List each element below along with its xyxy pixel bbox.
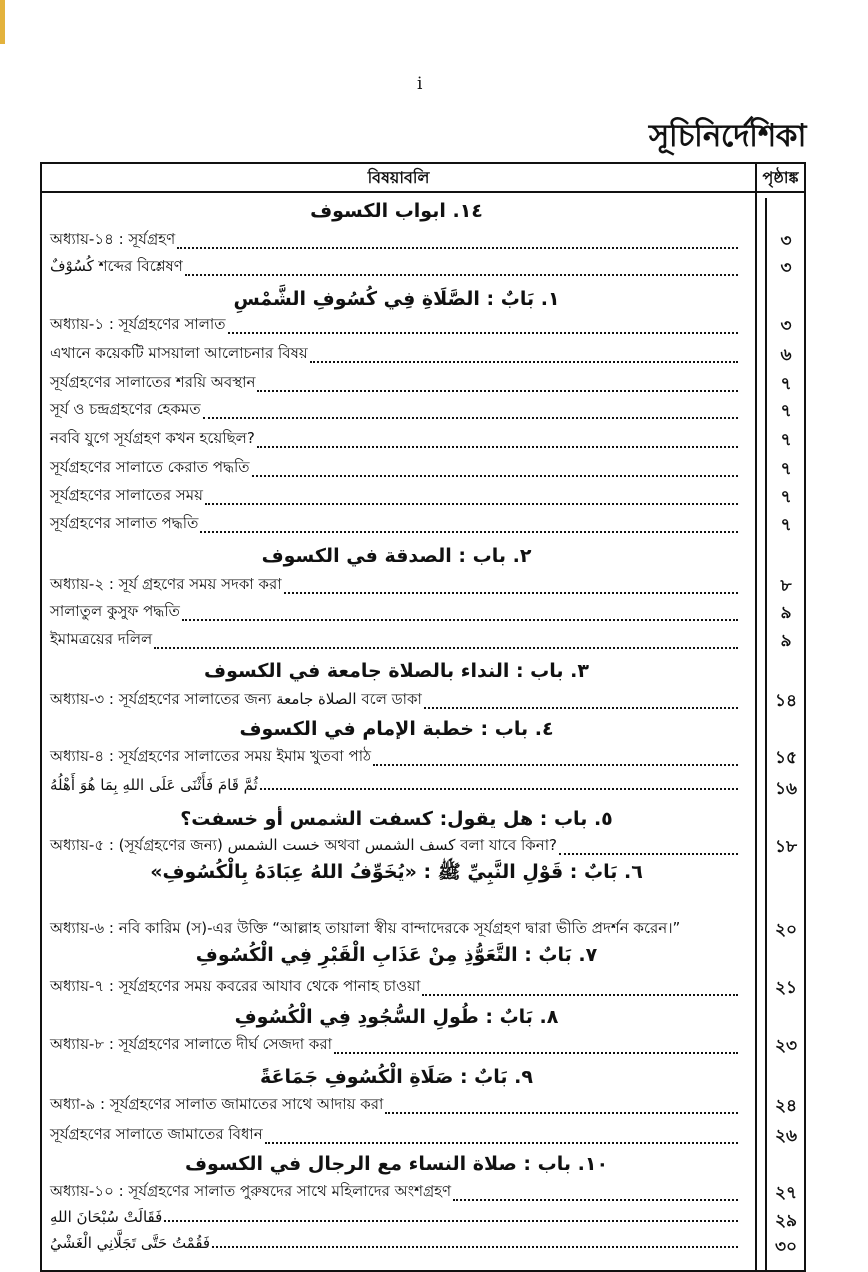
toc-entry-title: নববি যুগে সূর্যগ্রহণ কখন হয়েছিল? <box>50 429 255 447</box>
dot-leader <box>212 1246 738 1248</box>
toc-entry[interactable] <box>50 484 742 509</box>
section-heading: ١. بَابٌ : الصَّلَاةِ فِي كُسُوفِ الشَّمْسِ <box>233 288 560 310</box>
toc-entry-title: সূর্যগ্রহণের সালাতে কেরাত পদ্ধতি <box>50 458 250 476</box>
toc-entry[interactable] <box>50 456 742 481</box>
toc-entry-title: অধ্যায়-৫ : (সূর্যগ্রহণের জন্য) خست الشمس অথবা كسف الشمس বলা যাবে কিনা? <box>50 836 558 854</box>
toc-entry[interactable] <box>50 889 750 941</box>
section-heading: ١٤. ابواب الكسوف <box>310 200 483 222</box>
dot-leader <box>200 531 738 533</box>
toc-entry[interactable] <box>50 427 742 452</box>
page-number-cell: ২৩ <box>774 1036 798 1056</box>
toc-entry[interactable] <box>50 1033 742 1058</box>
page-number-cell: ৬ <box>780 345 792 365</box>
page-number-cell: ৭ <box>780 430 792 450</box>
toc-entry-title: فَقَالَتْ سُبْحَانَ اللهِ <box>50 1208 163 1226</box>
dot-leader <box>252 475 738 477</box>
toc-entry[interactable] <box>50 1180 742 1205</box>
page-number-cell: ২৭ <box>774 1183 798 1203</box>
section-heading: ٥. باب : هل يقول: كسفت الشمس أو خسفت؟ <box>180 808 613 830</box>
column-header-page: পৃষ্ঠাঙ্ক <box>755 164 804 191</box>
toc-entry[interactable] <box>50 745 742 770</box>
toc-entry-title: সূর্যগ্রহণের সালাতে জামাতের বিধান <box>50 1125 263 1143</box>
toc-entry-title: অধ্যায়-৭ : সূর্যগ্রহণের সময় কবরের আযাব থেকে পানাহ চাওয়া <box>50 977 421 995</box>
page-number-cell: ৭ <box>780 459 792 479</box>
dot-leader <box>257 446 738 448</box>
toc-entry-title: অধ্যায়-৬ : নবি কারিম (স)-এর উক্তি “আল্লাহ তায়ালা স্বীয় বান্দাদেরকে সূর্যগ্রহণ দ্বারা ভীতি প্রদর্শন করেন।” <box>50 919 681 937</box>
page-number-cell: ২৯ <box>774 1211 798 1231</box>
toc-entry-title: সূর্য ও চন্দ্রগ্রহণের হেকমত <box>50 400 201 418</box>
page-number-cell: ৭ <box>780 487 792 507</box>
toc-entry-title: অধ্যায়-১০ : সূর্যগ্রহণের সালাত পুরুষদের সাথে মহিলাদের অংশগ্রহণ <box>50 1182 452 1200</box>
page-number-cell: ২৪ <box>774 1096 798 1116</box>
toc-entry[interactable] <box>50 313 742 338</box>
dot-leader <box>260 788 738 790</box>
toc-entry[interactable] <box>50 975 742 1000</box>
section-heading: ٤. باب : خطبة الإمام في الكسوف <box>239 718 554 740</box>
toc-entry-title: অধ্যায়-৪ : সূর্যগ্রহণের সালাতের সময় ইমাম খুতবা পাঠ <box>50 747 372 765</box>
toc-entry[interactable] <box>50 1234 742 1252</box>
toc-entry-title: অধ্যায়-৩ : সূর্যগ্রহণের সালাতের জন্য الصلاة جامعة বলে ডাকা <box>50 690 422 708</box>
dot-leader <box>257 390 738 392</box>
toc-entry-title: অধ্যায়-৮ : সূর্যগ্রহণের সালাতে দীর্ঘ সেজদা করা <box>50 1035 332 1053</box>
toc-entry-title: অধ্যা-৯ : সূর্যগ্রহণের সালাত জামাতের সাথে আদায় করা <box>50 1095 384 1113</box>
page-number-cell: ২৬ <box>774 1126 798 1146</box>
toc-entry[interactable] <box>50 1208 742 1226</box>
page-number-cell: ৯ <box>780 631 792 651</box>
page-number-cell: ৩০ <box>774 1237 798 1257</box>
dot-leader <box>284 592 738 594</box>
toc-entry[interactable] <box>50 342 742 367</box>
dot-leader <box>453 1199 738 1201</box>
dot-leader <box>182 619 738 621</box>
page-number-cell: ৯ <box>780 603 792 623</box>
dot-leader <box>177 247 738 249</box>
page-number-cell: ২১ <box>774 978 798 998</box>
toc-entry-title: এখানে কয়েকটি মাসয়ালা আলোচনার বিষয় <box>50 344 308 362</box>
toc-entry[interactable] <box>50 512 742 537</box>
dot-leader <box>422 994 738 996</box>
dot-leader <box>228 332 739 334</box>
toc-entry-title: ইমামত্রয়ের দলিল <box>50 630 153 648</box>
toc-entry[interactable] <box>50 398 742 423</box>
page-number-cell: ৭ <box>780 374 792 394</box>
toc-entry[interactable] <box>50 573 742 598</box>
toc-entry-title: সূর্যগ্রহণের সালাতের শরয়ি অবস্থান <box>50 373 256 391</box>
page-number-cell: ১৫ <box>774 748 798 768</box>
toc-entry-title: অধ্যায়-২ : সূর্য গ্রহণের সময় সদকা করা <box>50 575 282 593</box>
dot-leader <box>334 1052 738 1054</box>
page-number: i <box>417 74 423 94</box>
page-number-cell: ১৬ <box>774 779 798 799</box>
page-number-cell: ৮ <box>780 576 792 596</box>
dot-leader <box>205 503 738 505</box>
toc-entry[interactable] <box>50 776 742 794</box>
toc-entry[interactable] <box>50 688 742 713</box>
dot-leader <box>424 707 738 709</box>
toc-entry[interactable] <box>50 600 742 625</box>
toc-title: সূচিনির্দেশিকা <box>648 118 806 154</box>
page-number-cell: ২০ <box>774 920 798 940</box>
dot-leader <box>164 1220 738 1222</box>
section-heading: ٧. بَابٌ : التَّعَوُّذِ مِنْ عَذَابِ الْقَبْرِ فِي الْكُسُوفِ <box>195 944 598 966</box>
toc-entry-title: সূর্যগ্রহণের সালাত পদ্ধতি <box>50 514 199 532</box>
dot-leader <box>185 274 738 276</box>
page-number-cell: ১৮ <box>774 837 798 857</box>
page-number-cell: ৭ <box>780 401 792 421</box>
toc-entry[interactable] <box>50 628 742 653</box>
dot-leader <box>310 361 738 363</box>
page-number-cell: ৩ <box>780 316 792 336</box>
toc-entry-title: فَقُمْتُ حَتَّى تَجَلَّانِي الْغَشْيُ <box>50 1234 211 1252</box>
dot-leader <box>559 853 738 855</box>
toc-entry[interactable] <box>50 228 742 253</box>
dot-leader <box>265 1142 738 1144</box>
toc-entry[interactable] <box>50 1123 742 1148</box>
toc-entry[interactable] <box>50 371 742 396</box>
section-heading: ٩. بَابٌ : صَلَاةِ الْكُسُوفِ جَمَاعَةً <box>260 1066 533 1088</box>
toc-entry-title: ثُمَّ قَامَ فَأَثْنَى عَلَى اللهِ بِمَا هُوَ أَهْلُهُ <box>50 776 258 794</box>
toc-entry[interactable] <box>50 834 742 859</box>
page-number-cell: ৩ <box>780 231 792 251</box>
section-heading: ٣. باب : النداء بالصلاة جامعة في الكسوف <box>204 660 589 682</box>
dot-leader <box>385 1112 738 1114</box>
toc-entry-title: অধ্যায়-১ : সূর্যগ্রহণের সালাত <box>50 315 226 333</box>
toc-entry[interactable] <box>50 1093 742 1118</box>
dot-leader <box>373 764 738 766</box>
toc-entry-title: অধ্যায়-১৪ : সূর্যগ্রহণ <box>50 230 176 248</box>
toc-entry[interactable] <box>50 255 742 280</box>
page-number-cell: ৭ <box>780 515 792 535</box>
dot-leader <box>203 417 738 419</box>
section-heading: ٢. باب : الصدقة في الكسوف <box>261 545 532 567</box>
toc-entry-title: সালাতুল কুসুফ পদ্ধতি <box>50 602 180 620</box>
dot-leader <box>154 647 738 649</box>
column-header-subject: বিষয়াবলি <box>367 168 430 187</box>
section-heading: ١٠. باب : صلاة النساء مع الرجال في الكسوف <box>184 1153 609 1175</box>
page-number-cell: ১৪ <box>774 691 798 711</box>
toc-entry-title: كُسُوْفٌ শব্দের বিশ্লেষণ <box>50 257 183 275</box>
section-heading: ٦. بَابٌ : قَوْلِ النَّبِيِّ ﷺ : «يُخَوِّفُ اللهُ عِبَادَهُ بِالْكُسُوفِ» <box>150 861 643 883</box>
page-number-cell: ৩ <box>780 258 792 278</box>
toc-entry-title: সূর্যগ্রহণের সালাতের সময় <box>50 486 203 504</box>
section-heading: ٨. بَابٌ : طُولِ السُّجُودِ فِي الْكُسُوفِ <box>234 1006 559 1028</box>
